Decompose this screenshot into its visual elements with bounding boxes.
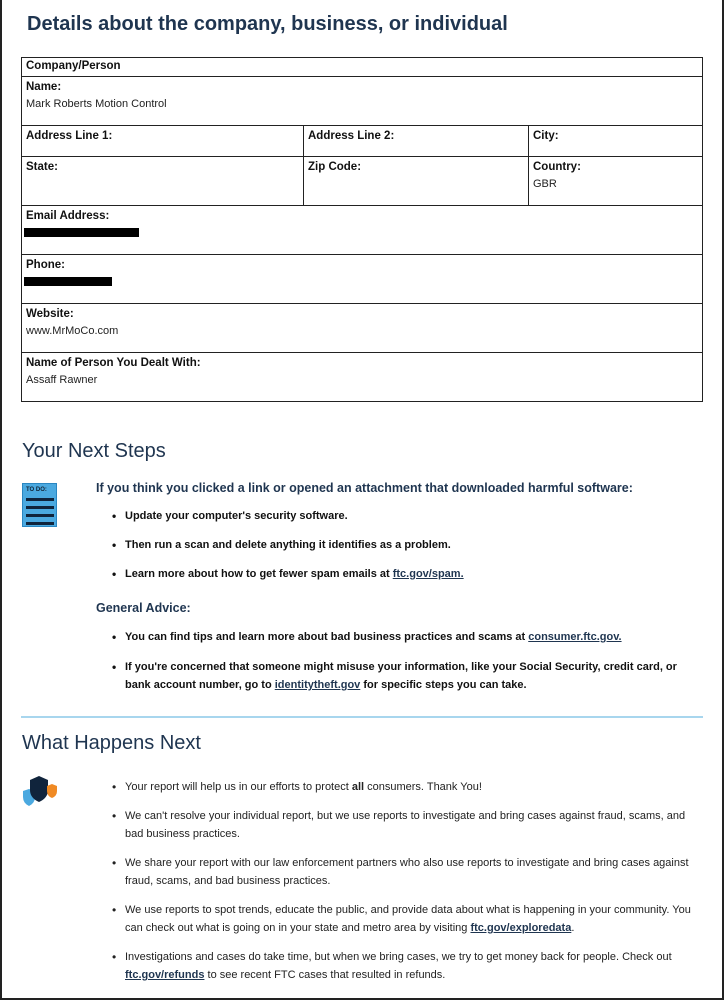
person-cell: Name of Person You Dealt With: Assaff Rawner [22, 353, 703, 402]
details-title: Details about the company, business, or individual [27, 13, 508, 35]
exploredata-link[interactable]: ftc.gov/exploredata [470, 922, 572, 934]
address2-cell: Address Line 2: [304, 126, 529, 157]
person-value: Assaff Rawner [26, 374, 98, 386]
what-happens-list [110, 778, 700, 995]
country-value: GBR [533, 178, 557, 190]
address1-cell: Address Line 1: [22, 126, 304, 157]
list-item: • We can't resolve your individual report, but we use reports to investigate and bring cases against fraud, scams, and bad business practices. [110, 807, 700, 843]
company-person-header: Company/Person [22, 58, 703, 77]
shield-icon [20, 774, 60, 808]
section-divider [21, 716, 703, 718]
list-item: • Investigations and cases do take time, but when we bring cases, we try to get money back for people. Check out ftc.gov/refunds to see recent FTC cases that resulted in refunds. [110, 948, 700, 984]
what-happens-title: What Happens Next [22, 732, 201, 754]
todo-list-icon: TO DO: [22, 483, 57, 527]
list-item: • Your report will help us in our efforts to protect all consumers. Thank You! [110, 778, 700, 796]
harmful-software-heading: If you think you clicked a link or opened an attachment that downloaded harmful software: [96, 481, 633, 495]
list-item: • You can find tips and learn more about bad business practices and scams at consumer.ftc.gov. [110, 628, 700, 646]
country-cell: Country: GBR [529, 157, 703, 206]
general-advice-list [110, 628, 700, 706]
list-item: • We share your report with our law enforcement partners who also use reports to investigate and bring cases against fraud, scams, and bad business practices. [110, 854, 700, 890]
phone-cell: Phone: [22, 255, 703, 304]
consumer-link[interactable]: consumer.ftc.gov. [528, 631, 622, 643]
company-details-table [21, 57, 703, 402]
list-item: • Then run a scan and delete anything it identifies as a problem. [110, 536, 700, 554]
list-item: • Update your computer's security software. [110, 507, 700, 525]
spam-link[interactable]: ftc.gov/spam. [392, 568, 464, 580]
city-cell: City: [529, 126, 703, 157]
email-cell: Email Address: [22, 206, 703, 255]
list-item: • Learn more about how to get fewer spam emails at ftc.gov/spam. [110, 565, 700, 583]
zip-cell: Zip Code: [304, 157, 529, 206]
redacted-phone [24, 277, 112, 286]
redacted-email [24, 228, 139, 237]
refunds-link[interactable]: ftc.gov/refunds [125, 969, 205, 981]
state-cell: State: [22, 157, 304, 206]
website-cell: Website: www.MrMoCo.com [22, 304, 703, 353]
harmful-software-list [110, 507, 700, 594]
list-item: • If you're concerned that someone might misuse your information, like your Social Security, credit card, or bank account number, go to identitytheft.gov for specific steps you can take. [110, 658, 700, 694]
name-value: Mark Roberts Motion Control [26, 98, 167, 110]
name-cell: Name: Mark Roberts Motion Control [22, 77, 703, 126]
next-steps-title: Your Next Steps [22, 440, 166, 462]
website-value: www.MrMoCo.com [26, 325, 119, 337]
general-advice-heading: General Advice: [96, 601, 191, 615]
identitytheft-link[interactable]: identitytheft.gov [274, 679, 361, 691]
list-item: • We use reports to spot trends, educate the public, and provide data about what is happening in your community. You can check out what is going on in your state and metro area by visiting ftc.gov/exploredata. [110, 901, 700, 937]
